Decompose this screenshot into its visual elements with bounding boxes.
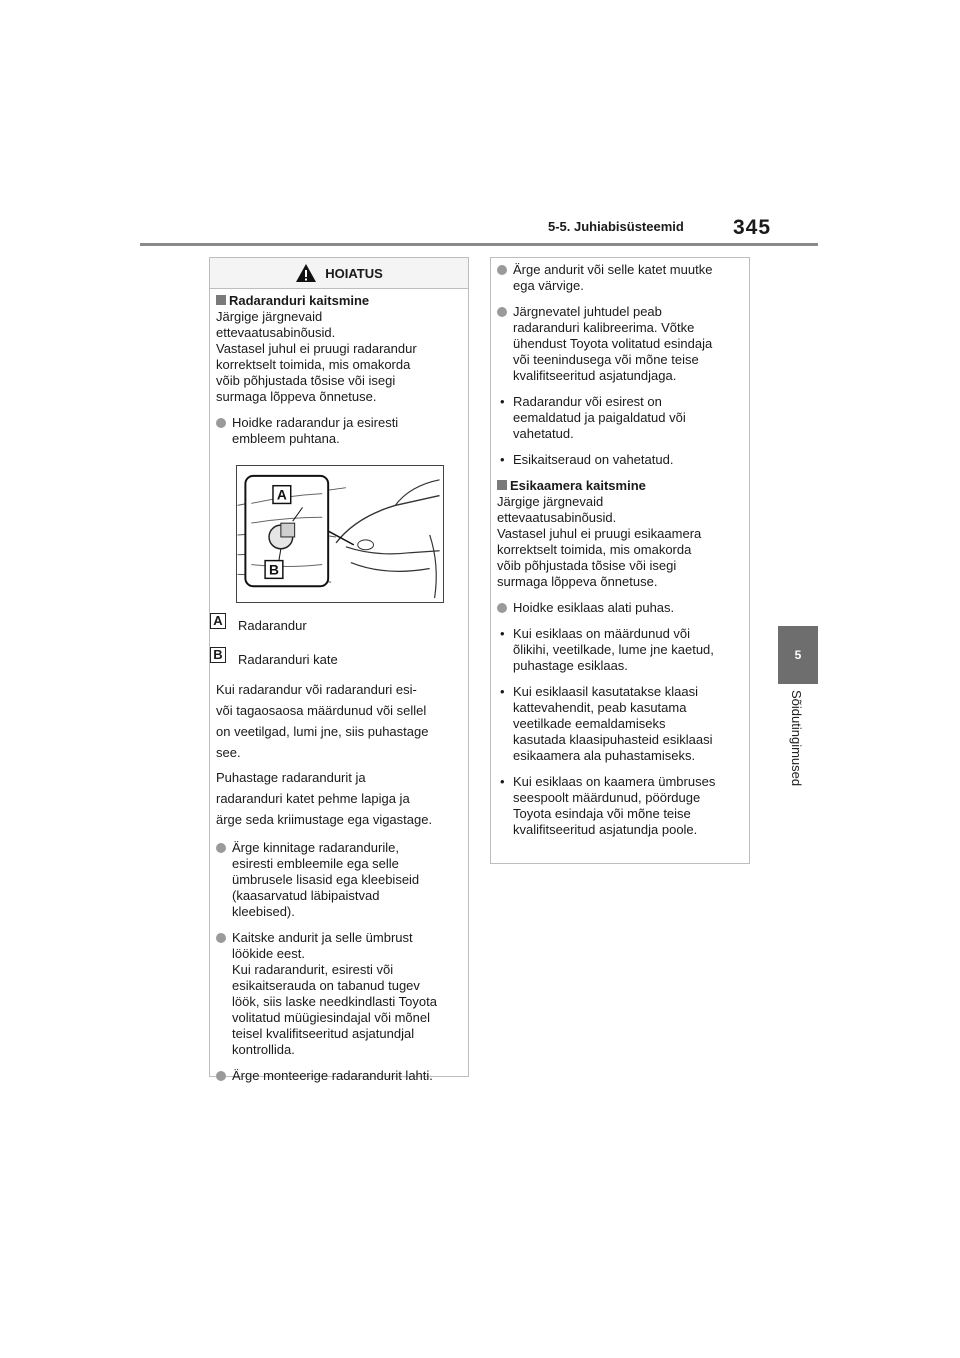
dash-item-removed: • Radarandur või esirest on eemaldatud ja paigaldatud või vahetatud. [500, 394, 686, 441]
warning-header [210, 258, 468, 289]
square-bullet-icon [497, 480, 507, 490]
chapter-tab[interactable]: 5 [778, 626, 818, 684]
paragraph-dirty-sensor: Kui radarandur või radaranduri esi- või tagaosaosa määrdunud või sellel on veetilgad, lumi jne, siis puhastage see. [216, 682, 429, 760]
section-title: 5-5. Juhiabisüsteemid [548, 219, 684, 234]
legend-item-b [213, 647, 468, 675]
dash-item-inside-dirty: • Kui esiklaas on kaamera ümbruses seespoolt määrdunud, pöörduge Toyota esindaja või mõne teise kvalifitseeritud asjatundja poole. [500, 774, 716, 837]
figure-label-b: B [268, 562, 279, 578]
page-number: 345 [733, 216, 772, 239]
legend-key-a: A [210, 613, 226, 629]
bullet-no-disassemble: Ärge monteerige radarandurit lahti. [216, 1068, 468, 1084]
subheading-camera: Esikaamera kaitsmine [497, 478, 749, 494]
bullet-dot-icon [216, 1071, 226, 1081]
bullet-clean-windshield: Hoidke esiklaas alati puhas. [497, 600, 749, 616]
dash-item-bumper: • Esikaitseraud on vahetatud. [500, 452, 674, 467]
paragraph-cleaning: Puhastage radarandurit ja radaranduri katet pehme lapiga ja ärge seda kriimustage ega vigastage. [216, 770, 433, 827]
bullet-protect: Kaitske andurit ja selle ümbrust löökide eest. Kui radarandurit, esiresti või esikaitserauda on tabanud tugev löök, siis laske needkindlasti Toyota volitatud müügiesindajal või mõnel teisel kvalifitseeritud asjatundjal kontrollida. [216, 930, 468, 1058]
intro-camera: Järgige järgnevaid ettevaatusabinõusid. Vastasel juhul ei pruugi esikaamera korrektselt toimida, mis omakorda võib põhjustada tõsise või isegi surmaga lõppeva õnnetuse. [497, 494, 702, 589]
warning-icon [295, 263, 317, 283]
warning-box [209, 257, 469, 1083]
bullet-dot-icon [497, 307, 507, 317]
bullet-keep-clean: Hoidke radarandur ja esiresti embleem puhtana. [216, 415, 468, 447]
warning-title: HOIATUS [325, 265, 383, 281]
bullet-no-paint: Ärge andurit või selle katet muutke ega värvige. [497, 262, 749, 294]
bullet-dot-icon [216, 933, 226, 943]
header-divider [140, 243, 818, 246]
bullet-no-stickers: Ärge kinnitage radarandurile, esiresti embleemile ega selle ümbrusele lisasid ega kleebiseid (kaasarvatud läbipaistvad kleebised). [216, 840, 468, 920]
bullet-dot-icon [497, 265, 507, 275]
legend-text-a: Radarandur [238, 618, 307, 633]
radar-sensor-illustration [236, 465, 444, 603]
legend-item-a [213, 613, 468, 641]
chapter-label: Sõidutingimused [789, 690, 804, 787]
legend-key-b: B [210, 647, 226, 663]
bullet-calibration: Järgnevatel juhtudel peab radaranduri kalibreerima. Võtke ühendust Toyota volitatud esindaja või teenindusega või mõne teise kvalifitseeritud asjatundjaga. [497, 304, 749, 384]
bullet-dot-icon [216, 418, 226, 428]
legend-text-b: Radaranduri kate [238, 652, 338, 667]
bullet-dot-icon [216, 843, 226, 853]
bullet-dot-icon [497, 603, 507, 613]
warning-box-continued [490, 257, 750, 864]
intro-radar: Järgige järgnevaid ettevaatusabinõusid. Vastasel juhul ei pruugi radarandur korrektselt toimida, mis omakorda võib põhjustada tõsise või isegi surmaga lõppeva õnnetuse. [216, 309, 417, 404]
square-bullet-icon [216, 295, 226, 305]
figure-label-a: A [276, 487, 287, 503]
dash-item-coating: • Kui esiklaasil kasutatakse klaasi kattevahendit, peab kasutama veetilkade eemaldamiseks kasutada klaasipuhasteid esiklaasi esikaamera ala puhastamiseks. [500, 684, 713, 763]
dash-item-dirty-windshield: • Kui esiklaas on määrdunud või õlikihi, veetilkade, lume jne kaetud, puhastage esiklaas. [500, 626, 714, 673]
subheading-radar: Radaranduri kaitsmine [216, 293, 468, 309]
